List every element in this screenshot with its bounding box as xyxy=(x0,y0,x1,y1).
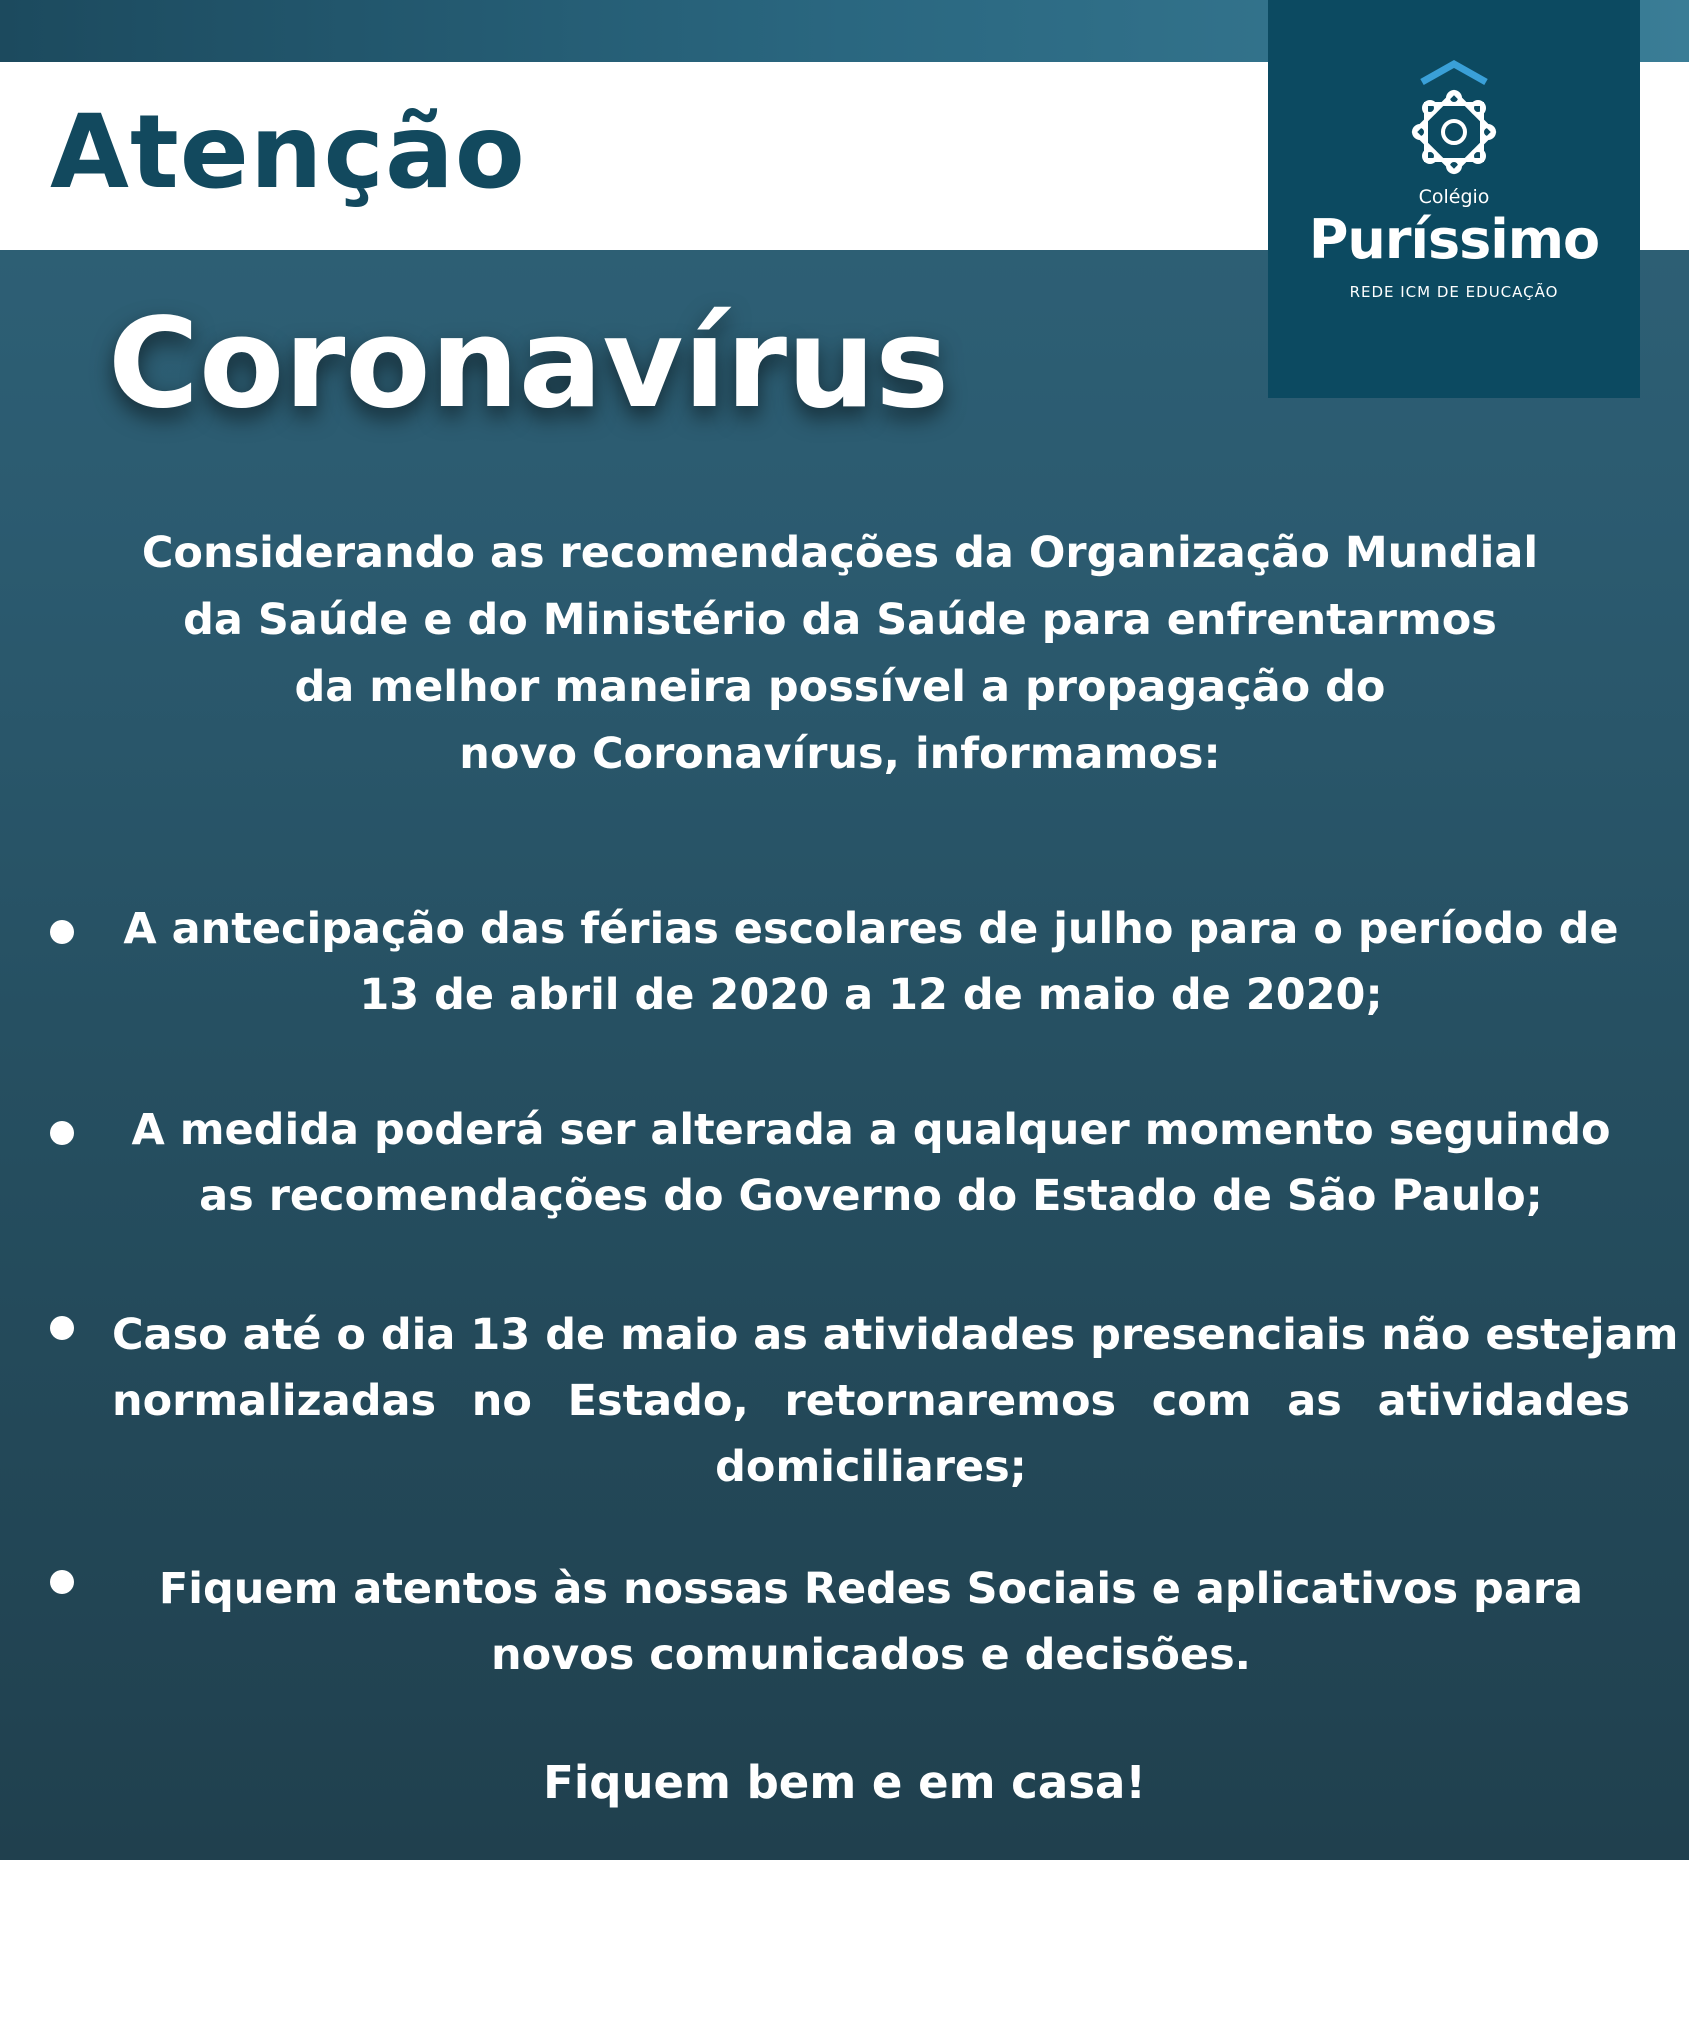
list-item-text xyxy=(112,896,1630,1028)
page-title: Atenção xyxy=(50,93,526,212)
list-item-line: as recomendações do Governo do Estado de São Paulo; xyxy=(199,1171,1543,1221)
logo-name: Puríssimo xyxy=(1308,208,1600,271)
intro-paragraph xyxy=(90,520,1590,788)
bullet-dot-icon xyxy=(50,1570,74,1594)
list-item-line: A antecipação das férias escolares de julho para o período de xyxy=(123,904,1619,954)
list-item-line: domiciliares; xyxy=(715,1442,1027,1492)
logo-pre-text: Colégio xyxy=(1418,186,1490,208)
list-item-line: Caso até o dia 13 de maio as atividades presenciais não estejam xyxy=(112,1310,1679,1360)
list-item-line: A medida poderá ser alterada a qualquer momento seguindo xyxy=(131,1105,1611,1155)
star-emblem-icon xyxy=(1404,82,1504,182)
list-item-line: Fiquem atentos às nossas Redes Sociais e aplicativos para xyxy=(158,1564,1584,1614)
list-item-line: novos comunicados e decisões. xyxy=(490,1630,1252,1680)
bullet-dot-icon xyxy=(50,920,74,944)
list-item-text xyxy=(112,1302,1679,1500)
logo-tagline: REDE ICM DE EDUCAÇÃO xyxy=(1349,283,1559,301)
intro-line: novo Coronavírus, informamos: xyxy=(459,729,1221,779)
list-item-line: normalizadas no Estado, retornaremos com as atividades xyxy=(112,1376,1630,1426)
list-item-line: 13 de abril de 2020 a 12 de maio de 2020; xyxy=(359,970,1383,1020)
list-item-text xyxy=(112,1097,1630,1229)
bullet-dot-icon xyxy=(50,1121,74,1145)
bullet-dot-icon xyxy=(50,1316,74,1340)
intro-line: Considerando as recomendações da Organização Mundial xyxy=(141,528,1539,578)
list-item-text xyxy=(112,1556,1630,1688)
intro-line: da melhor maneira possível a propagação do xyxy=(294,662,1386,712)
headline: Coronavírus xyxy=(108,292,950,436)
intro-line: da Saúde e do Ministério da Saúde para enfrentarmos xyxy=(183,595,1497,645)
school-logo xyxy=(1268,0,1640,398)
closing-message: Fiquem bem e em casa! xyxy=(543,1756,1146,1809)
